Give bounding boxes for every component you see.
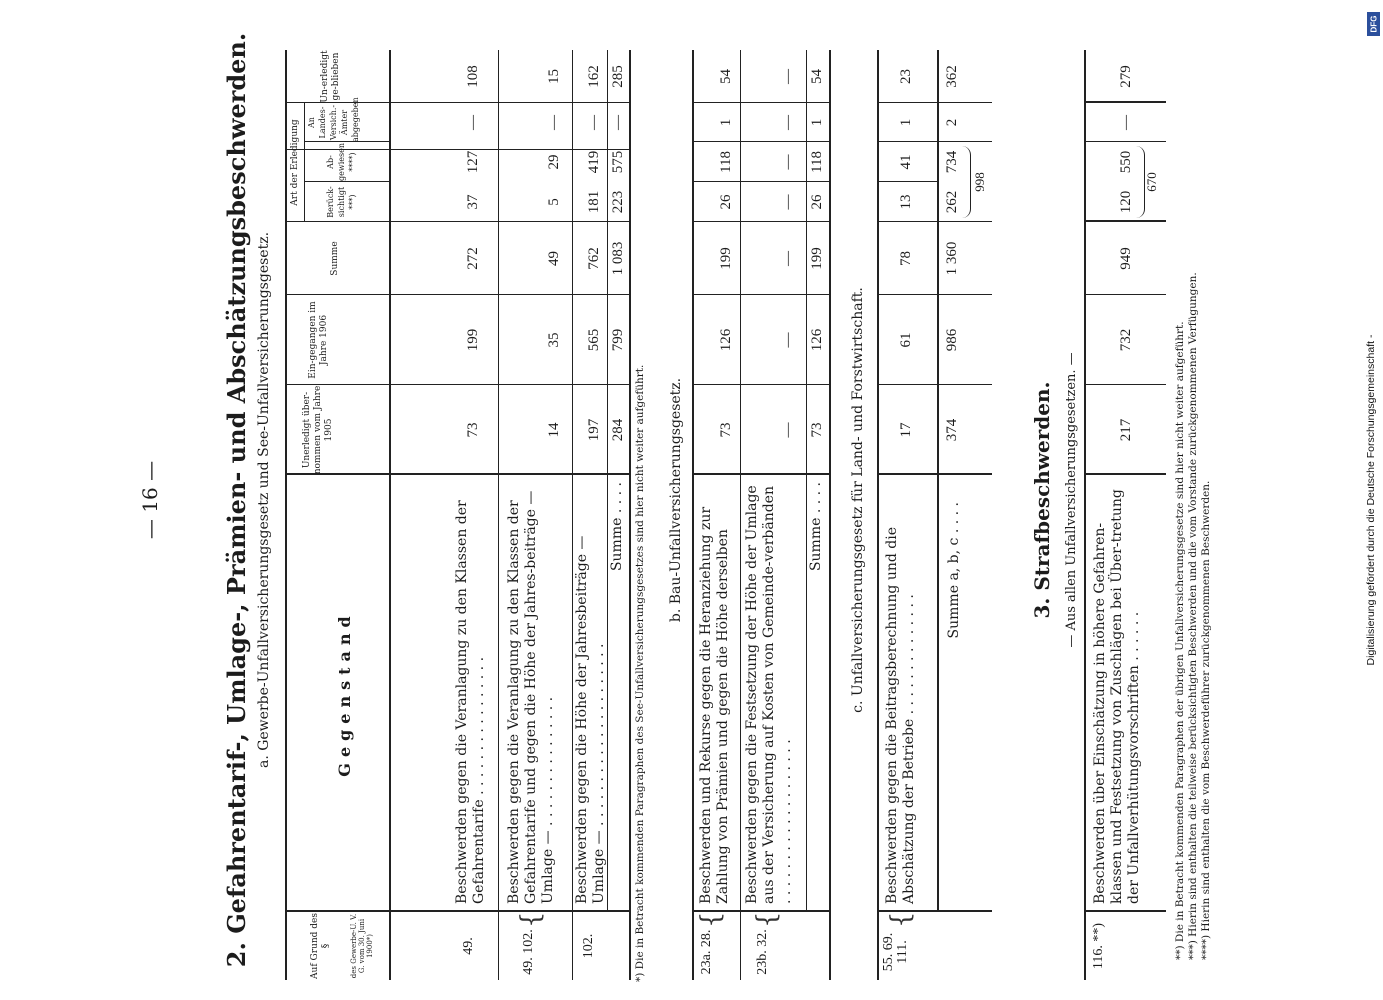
row-a2-unerledigt: 14 xyxy=(546,422,562,438)
row-a2-beruecksichtigt: 5 xyxy=(546,198,562,206)
row-b1-code: 23a. 28. xyxy=(699,929,714,975)
sum-b-unerledigt: 73 xyxy=(809,422,825,438)
header-beruecksichtigt: Berück-sichtigt ***) xyxy=(326,186,357,218)
header-summe: Summe xyxy=(330,241,340,276)
sum-abc-combined: 998 xyxy=(972,172,987,192)
header-abgewiesen: Ab-gewiesen ****) xyxy=(326,143,357,181)
row-b2-desc: Beschwerden gegen die Festsetzung der Höhe der Umlage aus der Versicherung auf Kosten von Gemeinde-verbänden . . . . . . . . . . . . . . . . . . . xyxy=(744,485,794,904)
row-3-eingegangen: 732 xyxy=(1118,328,1134,352)
row-b1-abgewiesen: 118 xyxy=(718,151,734,173)
row-a1-code: 49. xyxy=(461,937,476,955)
sum-abc-label: Summe a, b, c . . . . xyxy=(946,502,962,639)
sum-abc-eingegangen: 986 xyxy=(944,328,960,352)
row-b2-code: 23b. 32. xyxy=(755,929,770,975)
row-a3-unerledigt: 197 xyxy=(586,418,602,442)
section3-title: 3. Strafbeschwerden. xyxy=(1030,381,1054,619)
row-a2-unerledigt-geblieben: 15 xyxy=(546,69,562,84)
sum-b-label: Summe . . . . xyxy=(808,482,824,572)
brace: { xyxy=(516,911,546,928)
section-c-heading: c. Unfallversicherungsgesetz für Land- und Forstwirtschaft. xyxy=(850,287,866,713)
row-3-desc: Beschwerden über Einschätzung in höhere Gefahren-klassen und Festsetzung von Zuschlägen bei Über-tretung der Unfallverhütungsvorschriften . . . . . . xyxy=(1092,489,1142,904)
sum-abc-abgewiesen: 734 xyxy=(944,150,960,174)
row-a2-abgewiesen: 29 xyxy=(546,154,562,170)
dfg-sidebar-text: Digitalisierung gefördert durch die Deutsche Forschungsgemeinschaft - xyxy=(1365,334,1377,666)
sum-a-unerledigt-geblieben: 285 xyxy=(610,65,626,88)
row-3-code: 116. **) xyxy=(1091,922,1106,970)
brace: { xyxy=(696,911,726,928)
sum-abc-beruecksichtigt: 262 xyxy=(944,190,960,214)
row-b2-unerledigt-geblieben: — xyxy=(780,69,796,84)
row-3-combined: 670 xyxy=(1144,172,1159,192)
row-a3-desc: Beschwerden gegen die Höhe der Jahresbeiträge — Umlage — . . . . . . . . . . . . . . . . . . . . . xyxy=(574,535,607,904)
row-3-unerledigt-geblieben: 279 xyxy=(1118,65,1134,88)
row-a1-desc: Beschwerden gegen die Veranlagung zu den Klassen der Gefahrentarife . . . . . . . . . . . . . . . . xyxy=(454,500,487,904)
sum-a-landes: — xyxy=(610,115,626,130)
sum-a-unerledigt: 284 xyxy=(610,418,626,442)
row-c1-summe: 78 xyxy=(898,251,914,266)
sum-a-abgewiesen: 575 xyxy=(610,150,626,174)
sum-abc-unerledigt: 374 xyxy=(944,418,960,442)
brace: { xyxy=(886,911,916,928)
row-b1-unerledigt: 73 xyxy=(718,422,734,438)
row-3-beruecksichtigt: 120 xyxy=(1118,190,1134,214)
header-auf-grund: Auf Grund des § xyxy=(310,913,331,979)
row-b1-unerledigt-geblieben: 54 xyxy=(718,69,734,84)
row-a1-eingegangen: 199 xyxy=(465,328,481,352)
footnote-4: ****) Hierin sind enthalten die vom Beschwerdeführer zurückgenommenen Beschwerden. xyxy=(1200,480,1212,960)
row-b2-landes: — xyxy=(780,115,796,130)
header-gegenstand: Gegenstand xyxy=(335,610,354,777)
row-c1-beruecksichtigt: 13 xyxy=(898,194,914,210)
row-b1-desc: Beschwerden und Rekurse gegen die Heranziehung zur Zahlung von Prämien und gegen die Höhe derselben xyxy=(698,506,731,904)
sum-a-summe: 1 083 xyxy=(610,241,626,276)
sum-b-landes: 1 xyxy=(809,118,825,127)
row-b2-abgewiesen: — xyxy=(780,154,796,170)
row-a3-summe: 762 xyxy=(586,247,602,270)
sum-a-beruecksichtigt: 223 xyxy=(610,190,626,214)
row-a3-unerledigt-geblieben: 162 xyxy=(586,65,602,88)
row-3-abgewiesen: 550 xyxy=(1118,150,1134,174)
row-a2-desc: Beschwerden gegen die Veranlagung zu den Klassen der Gefahrentarife und gegen die Höhe der Jahres-beiträge — Umlage — . . . . . . . . . . . . . . . xyxy=(506,490,556,904)
sum-abc-unerledigt-geblieben: 362 xyxy=(944,65,960,88)
sum-b-beruecksichtigt: 26 xyxy=(809,194,825,210)
sum-abc-summe: 1 360 xyxy=(944,241,960,276)
header-an-landes: An Landes-Versich.-Ämter abgegeben xyxy=(307,97,360,142)
page-number: — 16 — xyxy=(138,460,162,540)
row-a2-code: 49. 102. xyxy=(521,929,536,975)
row-c1-eingegangen: 61 xyxy=(898,332,914,348)
section-a-heading: a. Gewerbe-Unfallversicherungsgesetz und See-Unfallversicherungsgesetz. xyxy=(256,231,272,769)
sum-b-abgewiesen: 118 xyxy=(809,151,825,173)
row-b1-landes: 1 xyxy=(718,118,734,127)
row-b2-beruecksichtigt: — xyxy=(780,194,796,210)
row-b2-unerledigt: — xyxy=(780,422,796,438)
row-b1-eingegangen: 126 xyxy=(718,328,734,352)
row-a3-beruecksichtigt: 181 xyxy=(586,190,602,214)
row-c1-landes: 1 xyxy=(898,118,914,127)
row-a3-code: 102. xyxy=(581,933,596,959)
row-c1-desc: Beschwerden gegen die Beitragsberechnung und die Abschätzung der Betriebe . . . . . . . . . . . . . . xyxy=(884,526,917,904)
footnote-2: **) Die in Betracht kommenden Paragraphen der übrigen Unfallversicherungsgesetze sind hier nicht weiter aufgeführt. xyxy=(1174,321,1186,960)
footnote-3: ***) Hierin sind enthalten die teilweise berücksichtigten Beschwerden und die vom Vorstande zurückgenommenen Verfügungen. xyxy=(1187,272,1199,960)
row-a2-eingegangen: 35 xyxy=(546,332,562,348)
header-eingegangen: Ein-gegangen im Jahre 1906 xyxy=(308,301,329,379)
sum-b-unerledigt-geblieben: 54 xyxy=(809,69,825,84)
footnote-a: *) Die in Betracht kommenden Paragraphen des See-Unfallversicherungsgesetzes sind hier nicht weiter aufgeführt. xyxy=(634,364,646,982)
row-a3-landes: — xyxy=(586,115,602,130)
header-art-erledigung: Art der Erledigung xyxy=(290,119,300,206)
row-3-landes: — xyxy=(1118,115,1134,130)
row-a2-landes: — xyxy=(546,115,562,130)
row-b2-eingegangen: — xyxy=(780,332,796,348)
dfg-logo xyxy=(1367,12,1380,36)
row-a1-landes: — xyxy=(465,115,481,130)
sum-a-eingegangen: 799 xyxy=(610,328,626,352)
row-b1-summe: 199 xyxy=(718,247,734,270)
dfg-logo-text: DFG xyxy=(1369,15,1378,33)
header-auf-grund-sub: des Gewerbe-U. V. G. vom 30. Juni 1900*) xyxy=(350,913,374,979)
row-a1-unerledigt: 73 xyxy=(465,422,481,438)
row-a1-summe: 272 xyxy=(465,247,481,270)
row-a1-abgewiesen: 127 xyxy=(465,150,481,174)
section3-subtitle: — Aus allen Unfallversicherungsgesetzen. — xyxy=(1064,352,1079,648)
brace: { xyxy=(752,911,782,928)
row-a1-unerledigt-geblieben: 108 xyxy=(465,65,481,88)
row-c1-code: 55. 69. 111. xyxy=(881,932,910,972)
section-title: 2. Gefahrentarif-, Umlage-, Prämien- und Abschätzungsbeschwerden. xyxy=(222,32,251,968)
sum-a-label: Summe . . . . xyxy=(609,482,625,572)
row-c1-unerledigt-geblieben: 23 xyxy=(898,69,914,84)
header-unerledigt-geblieben: Un-erledigt ge-blieben xyxy=(320,50,341,103)
header-unerledigt: Unerledigt über-nommen vom Jahre 1905 xyxy=(302,385,334,475)
sum-b-summe: 199 xyxy=(809,247,825,270)
row-a3-eingegangen: 565 xyxy=(586,328,602,352)
combined-brace xyxy=(962,146,971,218)
row-b1-beruecksichtigt: 26 xyxy=(718,194,734,210)
row-3-summe: 949 xyxy=(1118,247,1134,270)
row-a3-abgewiesen: 419 xyxy=(586,150,602,174)
row-b2-summe: — xyxy=(780,251,796,266)
row-a2-summe: 49 xyxy=(546,251,562,266)
row-3-unerledigt: 217 xyxy=(1118,418,1134,442)
sum-abc-landes: 2 xyxy=(944,118,960,127)
sum-b-eingegangen: 126 xyxy=(809,328,825,352)
section-b-heading: b. Bau-Unfallversicherungsgesetz. xyxy=(668,377,684,623)
row-c1-unerledigt: 17 xyxy=(898,422,914,438)
row-a1-beruecksichtigt: 37 xyxy=(465,194,481,210)
row-c1-abgewiesen: 41 xyxy=(898,154,914,170)
